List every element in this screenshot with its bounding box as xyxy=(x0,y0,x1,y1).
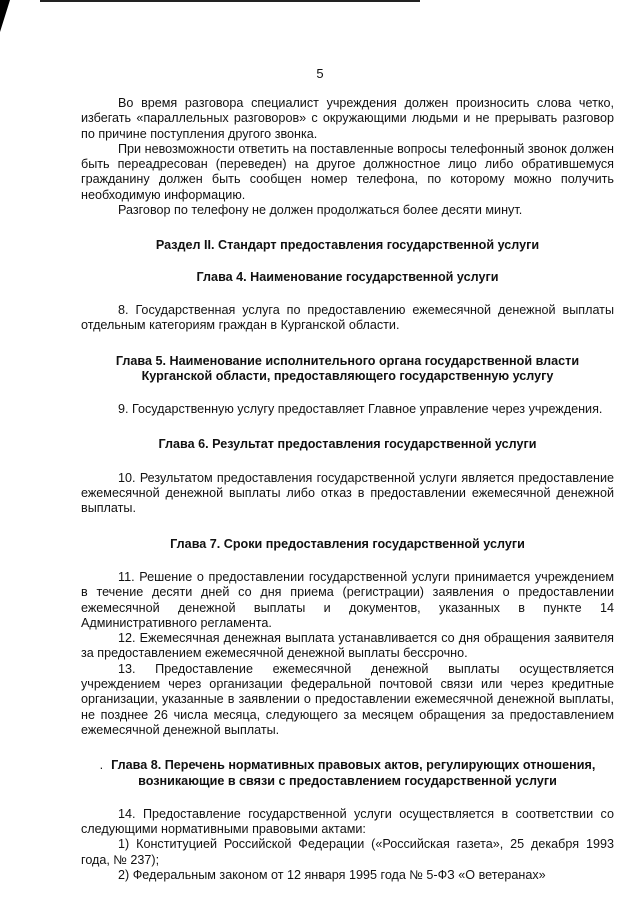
section-2-title: Раздел II. Стандарт предоставления государственной услуги xyxy=(155,238,540,253)
list-item-constitution: 1) Конституцией Российской Федерации («Российская газета», 25 декабря 1993 года, № 237); xyxy=(81,837,614,867)
paragraph-call-redirect: При невозможности ответить на поставленные вопросы телефонный звонок должен быть переадресован (переведен) на другое должностное лицо либо обратившемуся гражданину должен быть сообщен номер телефона, по которому можно получить необходимую информацию. xyxy=(81,141,614,202)
chapter-7-title: Глава 7. Сроки предоставления государственной услуги xyxy=(170,536,525,551)
chapter-5-title: Глава 5. Наименование исполнительного органа государственной власти Курганской области, предоставляющего государственную услугу xyxy=(115,353,580,383)
chapter-8-bullet: . xyxy=(99,758,104,773)
list-item-veterans-law: 2) Федеральным законом от 12 января 1995 года № 5-ФЗ «О ветеранах» xyxy=(118,867,546,882)
corner-mark xyxy=(0,0,10,32)
page-number: 5 xyxy=(316,66,324,81)
paragraph-14: 14. Предоставление государственной услуги осуществляется в соответствии со следующими нормативными правовыми актами: xyxy=(81,806,614,837)
top-rule xyxy=(40,0,420,2)
paragraph-12: 12. Ежемесячная денежная выплата устанавливается со дня обращения заявителя за предоставлением ежемесячной денежной выплаты бессрочно. xyxy=(81,631,614,661)
chapter-8-title: Глава 8. Перечень нормативных правовых актов, регулирующих отношения, возникающие в связи с предоставлением государственной услуги xyxy=(111,758,596,788)
paragraph-8: 8. Государственная услуга по предоставлению ежемесячной денежной выплаты отдельным категориям граждан в Курганской области. xyxy=(81,302,614,333)
paragraph-11: 11. Решение о предоставлении государственной услуги принимается учреждением в течение десяти дней со дня приема (регистрации) заявления о предоставлении ежемесячной денежной выплаты и документов, указанных в пункте 14 Административного регламента. xyxy=(81,569,614,630)
paragraph-conversation-clarity: Во время разговора специалист учреждения должен произносить слова четко, избегать «параллельных разговоров» с окружающими людьми и не прерывать разговор по причине поступления другого звонка. xyxy=(81,96,614,141)
paragraph-call-duration: Разговор по телефону не должен продолжаться более десяти минут. xyxy=(118,203,523,218)
chapter-4-title: Глава 4. Наименование государственной услуги xyxy=(196,269,499,284)
document-body xyxy=(81,96,614,883)
paragraph-10: 10. Результатом предоставления государственной услуги является предоставление ежемесячной денежной выплаты либо отказ в предоставлении ежемесячной денежной выплаты. xyxy=(81,470,614,516)
paragraph-13: 13. Предоставление ежемесячной денежной выплаты осуществляется учреждением через организации федеральной почтовой связи или через кредитные организации, указанные в заявлении о предоставлении ежемесячной денежной выплаты, не позднее 26 числа месяца, следующего за месяцем обращения за предоставлением ежемесячной денежной выплаты. xyxy=(81,661,614,737)
chapter-6-title: Глава 6. Результат предоставления государственной услуги xyxy=(158,437,537,452)
chapter-8-heading xyxy=(81,758,614,789)
paragraph-9: 9. Государственную услугу предоставляет Главное управление через учреждения. xyxy=(118,402,603,417)
